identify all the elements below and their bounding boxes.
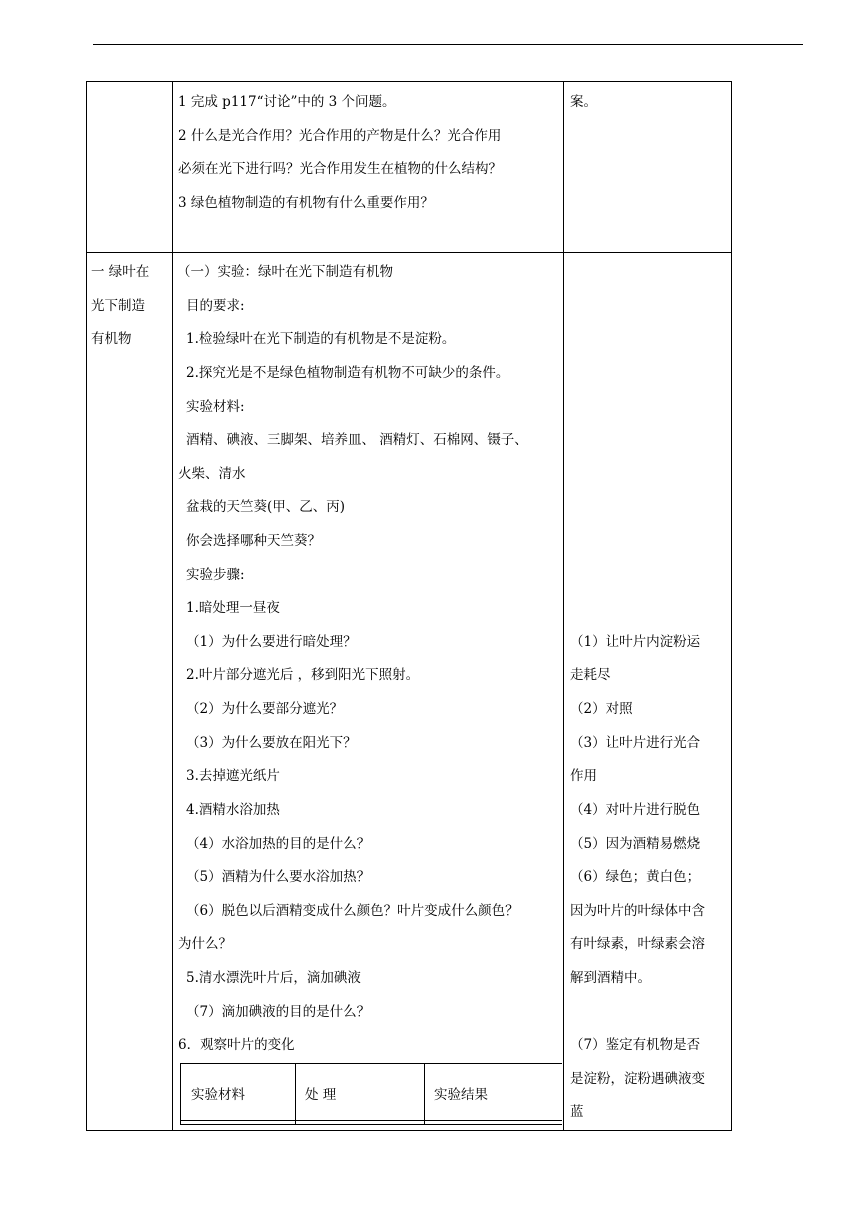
answer-line: （6）绿色；黄白色； bbox=[570, 869, 701, 885]
section-title-line: 光下制造 bbox=[91, 298, 145, 314]
content-line: 6．观察叶片的变化 bbox=[178, 1037, 295, 1053]
content-line: （7）滴加碘液的目的是什么？ bbox=[186, 1004, 371, 1020]
content-line: 实验材料: bbox=[186, 399, 245, 415]
answer-line: （1）让叶片内淀粉运 bbox=[570, 634, 701, 650]
content-line: （6）脱色以后酒精变成什么颜色？叶片变成什么颜色？ bbox=[186, 903, 519, 919]
discussion-item-3: 3 绿色植物制造的有机物有什么重要作用？ bbox=[178, 195, 434, 211]
answer-line: （2）对照 bbox=[570, 701, 633, 717]
results-row-divider bbox=[181, 1120, 562, 1121]
header-rule bbox=[93, 44, 803, 45]
content-line: （1）为什么要进行暗处理？ bbox=[186, 634, 357, 650]
answer-line: （4）对叶片进行脱色 bbox=[570, 802, 701, 818]
content-line: 盆栽的天竺葵(甲、乙、丙) bbox=[186, 499, 346, 515]
answer-line: 解到酒精中。 bbox=[570, 970, 651, 986]
experiment-heading: （一）实验：绿叶在光下制造有机物 bbox=[177, 264, 393, 280]
discussion-item-2-cont: 必须在光下进行吗？光合作用发生在植物的什么结构？ bbox=[178, 161, 502, 177]
results-column-divider bbox=[424, 1064, 425, 1124]
right-note-fragment: 案。 bbox=[570, 94, 597, 110]
content-line: 目的要求: bbox=[186, 298, 245, 314]
content-line: 你会选择哪种天竺葵？ bbox=[186, 533, 321, 549]
section-title-line: 有机物 bbox=[91, 331, 132, 347]
answer-line: （3）让叶片进行光合 bbox=[570, 735, 701, 751]
content-line: 火柴、清水 bbox=[178, 466, 246, 482]
content-line: 4.酒精水浴加热 bbox=[186, 802, 280, 818]
content-line: （5）酒精为什么要水浴加热？ bbox=[186, 869, 371, 885]
discussion-item-2: 2 什么是光合作用？光合作用的产物是什么？光合作用 bbox=[178, 128, 502, 144]
content-line: 为什么？ bbox=[178, 936, 232, 952]
answer-line: 走耗尽 bbox=[570, 667, 611, 683]
content-line: 5.清水漂洗叶片后，滴加碘液 bbox=[186, 970, 361, 986]
section-title-line: 一 绿叶在 bbox=[91, 264, 150, 280]
answer-line: 蓝 bbox=[570, 1104, 584, 1120]
row-divider bbox=[87, 252, 731, 253]
content-line: （2）为什么要部分遮光？ bbox=[186, 701, 344, 717]
answer-line: 是淀粉，淀粉遇碘液变 bbox=[570, 1071, 705, 1087]
results-column-divider bbox=[295, 1064, 296, 1124]
answer-line: 有叶绿素，叶绿素会溶 bbox=[570, 936, 705, 952]
answer-line: （5）因为酒精易燃烧 bbox=[570, 836, 701, 852]
results-header-result: 实验结果 bbox=[434, 1087, 488, 1103]
content-line: 2.探究光是不是绿色植物制造有机物不可缺少的条件。 bbox=[186, 365, 510, 381]
results-table bbox=[180, 1063, 562, 1125]
content-line: 酒精、碘液、三脚架、培养皿、 酒精灯、石棉网、镊子、 bbox=[186, 432, 528, 448]
results-header-treatment: 处 理 bbox=[305, 1087, 337, 1103]
results-header-material: 实验材料 bbox=[191, 1087, 245, 1103]
answer-line: 因为叶片的叶绿体中含 bbox=[570, 903, 705, 919]
content-line: 实验步骤: bbox=[186, 567, 245, 583]
discussion-item-1: 1 完成 p117“讨论”中的 3 个问题。 bbox=[178, 94, 396, 110]
content-line: 1.检验绿叶在光下制造的有机物是不是淀粉。 bbox=[186, 331, 456, 347]
content-line: 1.暗处理一昼夜 bbox=[186, 600, 280, 616]
column-divider bbox=[172, 82, 173, 1130]
content-line: （3）为什么要放在阳光下？ bbox=[186, 735, 357, 751]
content-line: 3.去掉遮光纸片 bbox=[186, 768, 280, 784]
answer-line: （7）鉴定有机物是否 bbox=[570, 1037, 701, 1053]
content-line: （4）水浴加热的目的是什么？ bbox=[186, 836, 371, 852]
column-divider bbox=[563, 82, 564, 1130]
content-line: 2.叶片部分遮光后 ，移到阳光下照射。 bbox=[186, 667, 420, 683]
answer-line: 作用 bbox=[570, 768, 597, 784]
